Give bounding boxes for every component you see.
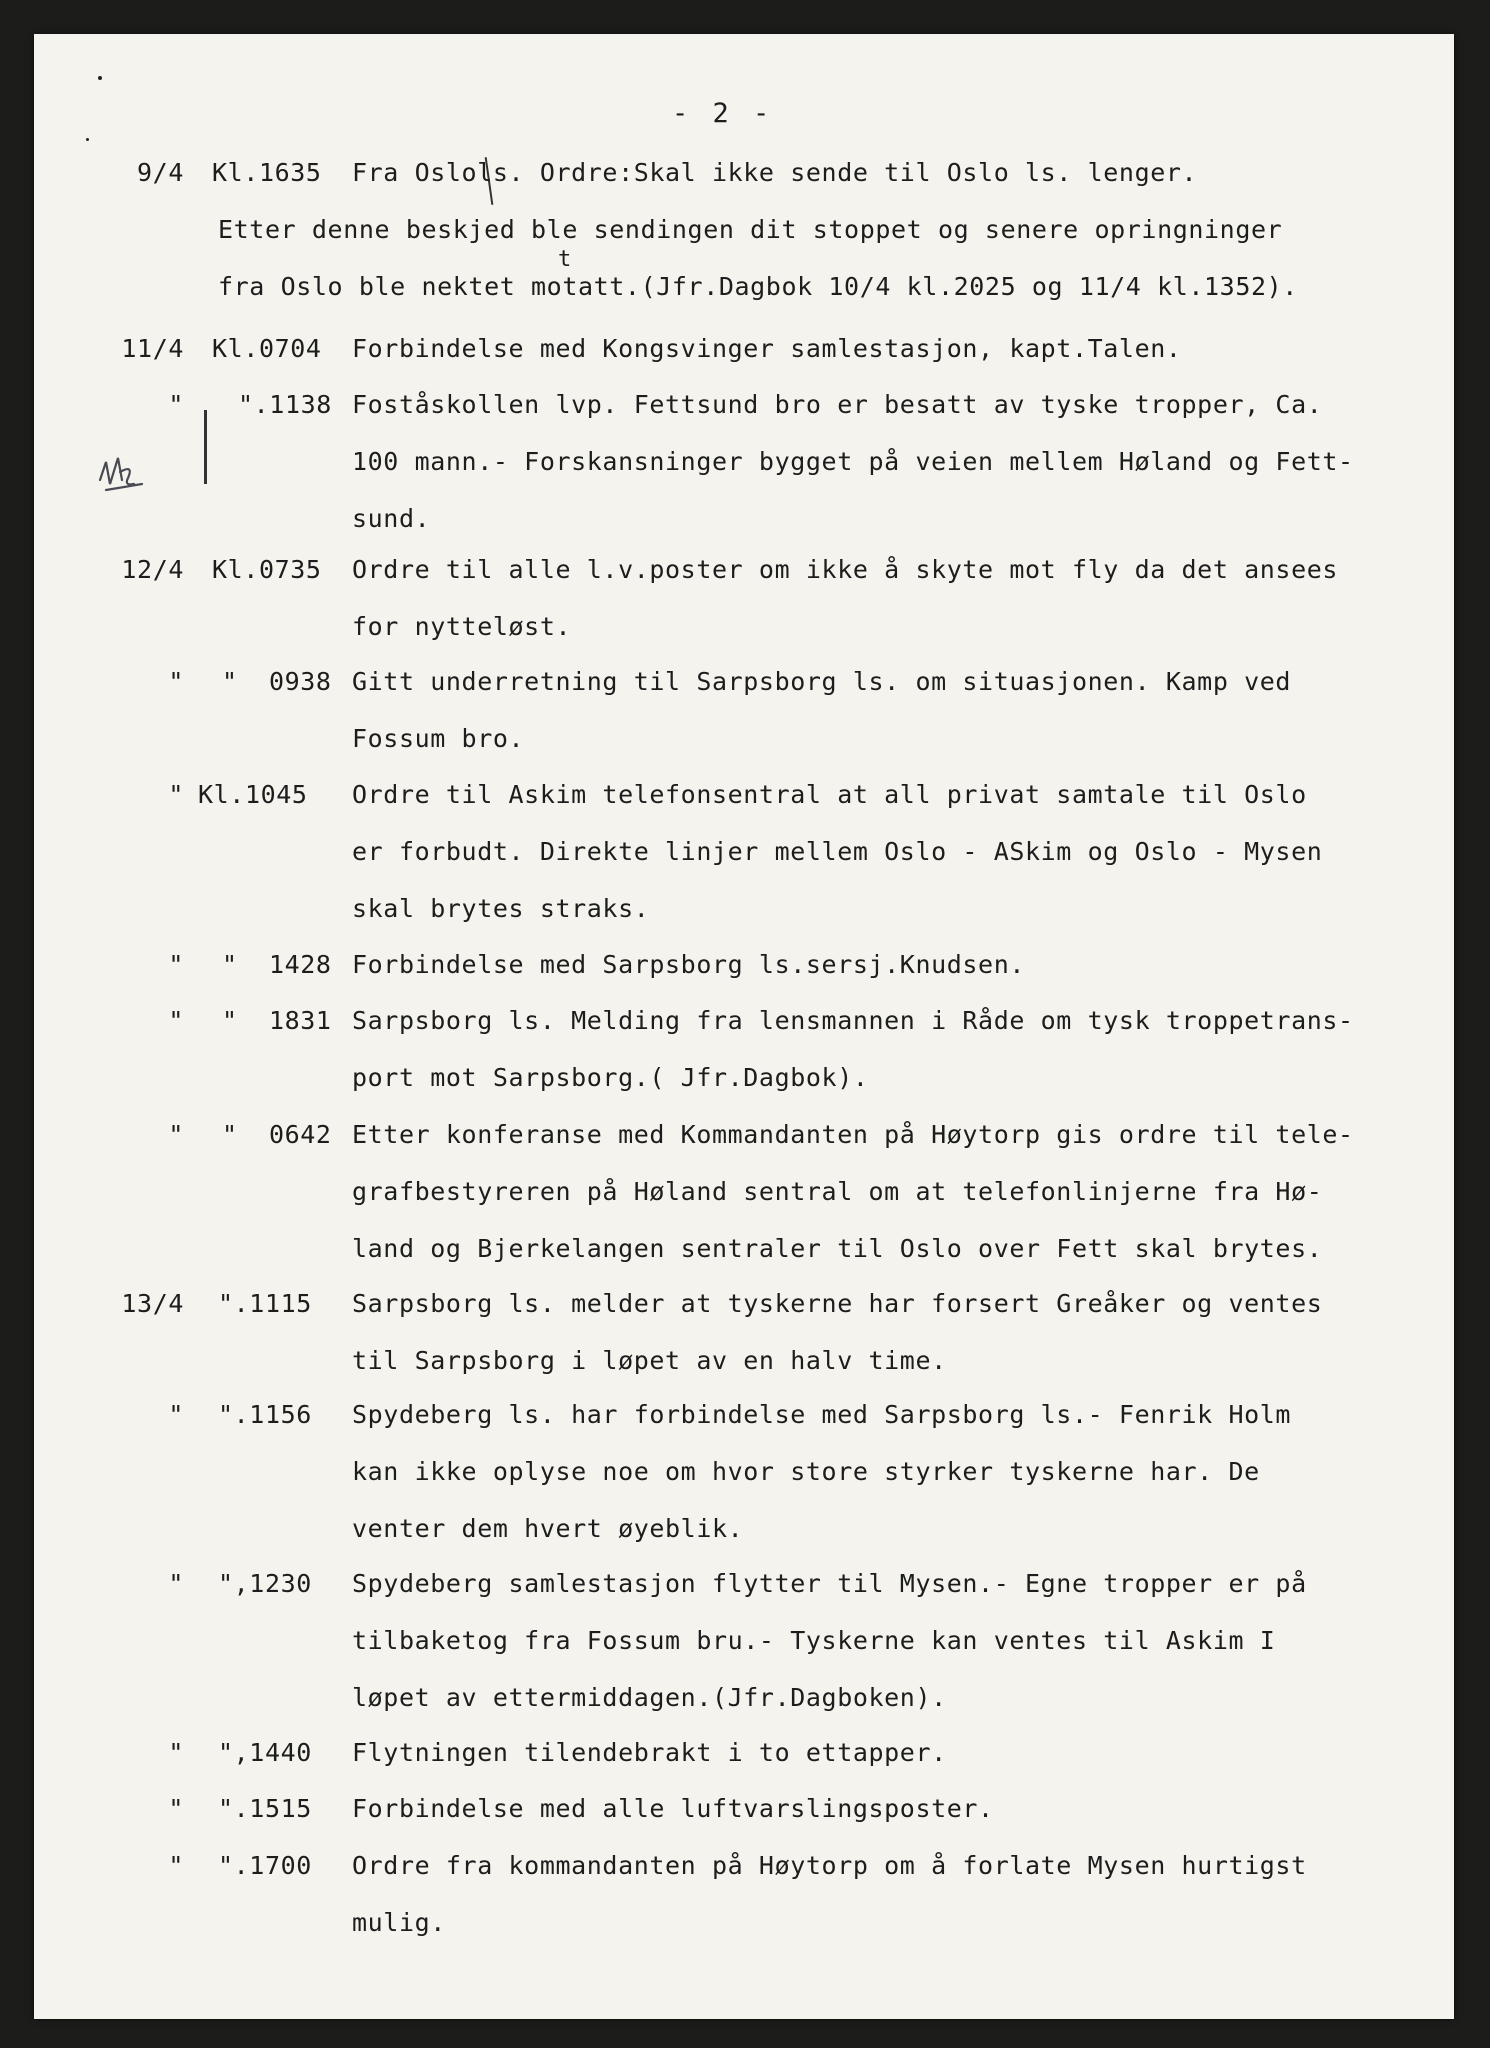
entry-time: " 0642	[222, 1120, 332, 1149]
entry-text-line: Etter denne beskjed ble sendingen dit stoppet og senere opringninger	[218, 215, 1283, 244]
entry-time: " 0938	[222, 667, 332, 696]
entry-text-line: Ordre til alle l.v.poster om ikke å skyte mot fly da det ansees	[352, 555, 1339, 584]
entry-text-line: Forbindelse med Sarpsborg ls.sersj.Knudsen.	[352, 950, 1026, 979]
typed-correction: t	[558, 247, 572, 272]
entry-time: Kl.0704	[212, 334, 322, 363]
ink-speck	[98, 76, 102, 80]
entry-time: ".1138	[238, 390, 332, 419]
entry-time: Kl.0735	[212, 555, 322, 584]
entry-date: 12/4	[121, 555, 184, 584]
entry-text-line: mulig.	[352, 1908, 446, 1937]
entry-date: "	[168, 1851, 184, 1880]
entry-text-line: Forbindelse med Kongsvinger samlestasjon, kapt.Talen.	[352, 334, 1182, 363]
entry-text-line: Ordre fra kommandanten på Høytorp om å forlate Mysen hurtigst	[352, 1851, 1307, 1880]
entry-date: "	[168, 390, 184, 419]
entry-time: ",1440	[218, 1738, 312, 1767]
entry-text-line: kan ikke oplyse noe om hvor store styrker tyskerne har. De	[352, 1457, 1260, 1486]
entry-date: "	[168, 780, 184, 809]
entry-text-line: løpet av ettermiddagen.(Jfr.Dagboken).	[352, 1683, 947, 1712]
ink-speck	[86, 138, 89, 141]
page-number: - 2 -	[672, 98, 774, 129]
entry-text-line: venter dem hvert øyeblik.	[352, 1514, 744, 1543]
entry-date: "	[168, 1738, 184, 1767]
entry-date: 11/4	[121, 334, 184, 363]
entry-date: "	[168, 1006, 184, 1035]
entry-date: "	[168, 1120, 184, 1149]
entry-text-line: Flytningen tilendebrakt i to ettapper.	[352, 1738, 947, 1767]
entry-text-line: tilbaketog fra Fossum bru.- Tyskerne kan ventes til Askim I	[352, 1626, 1276, 1655]
entry-text-line: Foståskollen lvp. Fettsund bro er besatt av tyske tropper, Ca.	[352, 390, 1323, 419]
entry-text-line: Forbindelse med alle luftvarslingsposter.	[352, 1794, 994, 1823]
entry-text-line: Sarpsborg ls. melder at tyskerne har forsert Greåker og ventes	[352, 1289, 1323, 1318]
entry-date: "	[168, 1794, 184, 1823]
entry-time: ",1230	[218, 1569, 312, 1598]
entry-date: 9/4	[137, 158, 184, 187]
entry-text-line: 100 mann.- Forskansninger bygget på veien mellem Høland og Fett-	[352, 447, 1354, 476]
entry-text-line: grafbestyreren på Høland sentral om at telefonlinjerne fra Hø-	[352, 1177, 1323, 1206]
entry-time: " 1428	[222, 950, 332, 979]
handwritten-initials-mark	[96, 450, 152, 496]
entry-date: "	[168, 1569, 184, 1598]
entry-date: "	[168, 667, 184, 696]
entry-text-line: Gitt underretning til Sarpsborg ls. om situasjonen. Kamp ved	[352, 667, 1292, 696]
entry-text-line: Sarpsborg ls. Melding fra lensmannen i Råde om tysk troppetrans-	[352, 1006, 1354, 1035]
entry-text-line: Spydeberg samlestasjon flytter til Mysen.- Egne tropper er på	[352, 1569, 1307, 1598]
entry-time: Kl.1045	[198, 780, 308, 809]
entry-time: " 1831	[222, 1006, 332, 1035]
entry-text-line: fra Oslo ble nektet motatt.(Jfr.Dagbok 10/4 kl.2025 og 11/4 kl.1352).	[218, 272, 1298, 301]
entry-text-line: Spydeberg ls. har forbindelse med Sarpsborg ls.- Fenrik Holm	[352, 1400, 1292, 1429]
entry-text-line: Ordre til Askim telefonsentral at all privat samtale til Oslo	[352, 780, 1307, 809]
entry-time: ".1700	[218, 1851, 312, 1880]
entry-date: "	[168, 950, 184, 979]
entry-text-line: land og Bjerkelangen sentraler til Oslo over Fett skal brytes.	[352, 1234, 1323, 1263]
entry-time: ".1515	[218, 1794, 312, 1823]
entry-text-line: for nytteløst.	[352, 612, 572, 641]
entry-time: ".1156	[218, 1400, 312, 1429]
entry-time: Kl.1635	[212, 158, 322, 187]
entry-text-line: Fra Oslols. Ordre:Skal ikke sende til Oslo ls. lenger.	[352, 158, 1198, 187]
entry-time: ".1115	[218, 1289, 312, 1318]
entry-text-line: sund.	[352, 504, 431, 533]
entry-text-line: Etter konferanse med Kommandanten på Høytorp gis ordre til tele-	[352, 1120, 1354, 1149]
entry-text-line: skal brytes straks.	[352, 894, 650, 923]
margin-bar-mark	[204, 410, 207, 484]
entry-date: "	[168, 1400, 184, 1429]
entry-text-line: port mot Sarpsborg.( Jfr.Dagbok).	[352, 1063, 869, 1092]
entry-text-line: til Sarpsborg i løpet av en halv time.	[352, 1346, 947, 1375]
entry-text-line: Fossum bro.	[352, 724, 525, 753]
entry-text-line: er forbudt. Direkte linjer mellem Oslo - ASkim og Oslo - Mysen	[352, 837, 1323, 866]
entry-date: 13/4	[121, 1289, 184, 1318]
